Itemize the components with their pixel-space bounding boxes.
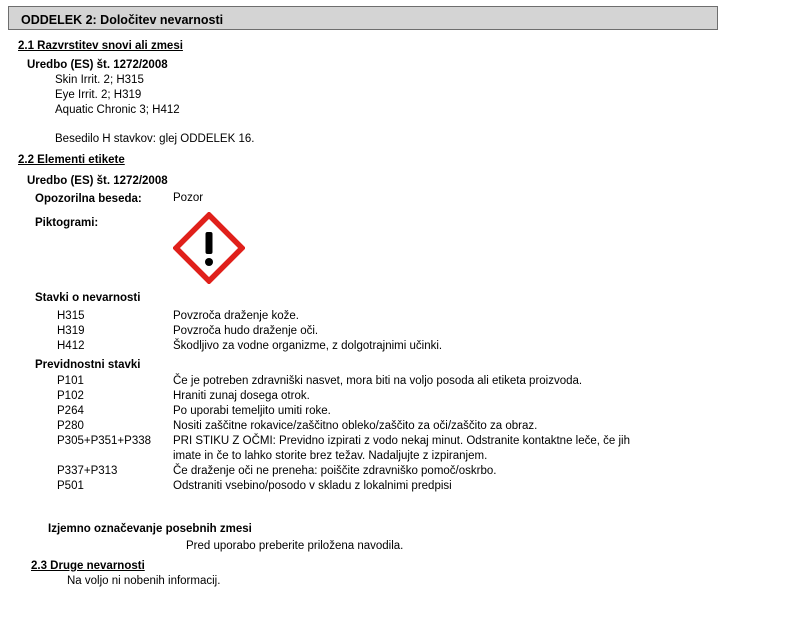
statement-code: P101 bbox=[57, 375, 84, 387]
statement-text: Povzroča hudo draženje oči. bbox=[173, 325, 319, 337]
statement-text: PRI STIKU Z OČMI: Previdno izpirati z vodo nekaj minut. Odstranite kontaktne leče, če jih bbox=[173, 435, 630, 447]
special-labelling-text: Pred uporabo preberite priložena navodila. bbox=[186, 540, 404, 552]
subsection-heading-2-3: 2.3 Druge nevarnosti bbox=[31, 560, 145, 572]
statement-text: Odstraniti vsebino/posodo v skladu z lokalnimi predpisi bbox=[173, 480, 452, 492]
statement-text: Če je potreben zdravniški nasvet, mora biti na voljo posoda ali etiketa proizvoda. bbox=[173, 375, 583, 387]
signal-word-value: Pozor bbox=[173, 192, 204, 204]
exclamation-mark-hazard-icon bbox=[173, 212, 245, 284]
pictograms-label: Piktogrami: bbox=[35, 217, 99, 229]
h-text-note: Besedilo H stavkov: glej ODDELEK 16. bbox=[55, 133, 255, 145]
statement-code: H315 bbox=[57, 310, 85, 322]
statement-code: P280 bbox=[57, 420, 84, 432]
section-header bbox=[8, 6, 718, 30]
statement-code: P264 bbox=[57, 405, 84, 417]
subsection-heading-2-1: 2.1 Razvrstitev snovi ali zmesi bbox=[18, 40, 183, 52]
regulation-label: Uredbo (ES) št. 1272/2008 bbox=[27, 175, 168, 187]
signal-word-label: Opozorilna beseda: bbox=[35, 193, 142, 205]
special-labelling-heading: Izjemno označevanje posebnih zmesi bbox=[48, 523, 252, 535]
statement-text: Po uporabi temeljito umiti roke. bbox=[173, 405, 331, 417]
statement-text: Če draženje oči ne preneha: poiščite zdravniško pomoč/oskrbo. bbox=[173, 465, 497, 477]
statement-code: P305+P351+P338 bbox=[57, 435, 152, 447]
classification-item: Eye Irrit. 2; H319 bbox=[55, 89, 142, 101]
hazard-statements-heading: Stavki o nevarnosti bbox=[35, 292, 141, 304]
classification-item: Aquatic Chronic 3; H412 bbox=[55, 104, 180, 116]
statement-code: P337+P313 bbox=[57, 465, 118, 477]
statement-text: Hraniti zunaj dosega otrok. bbox=[173, 390, 310, 402]
regulation-label: Uredbo (ES) št. 1272/2008 bbox=[27, 59, 168, 71]
statement-text: Nositi zaščitne rokavice/zaščitno obleko/zaščito za oči/zaščito za obraz. bbox=[173, 420, 538, 432]
subsection-heading-2-2: 2.2 Elementi etikete bbox=[18, 154, 125, 166]
statement-code: P501 bbox=[57, 480, 84, 492]
other-hazards-text: Na voljo ni nobenih informacij. bbox=[67, 575, 221, 587]
statement-text: Škodljivo za vodne organizme, z dolgotrajnimi učinki. bbox=[173, 340, 443, 352]
section-title: ODDELEK 2: Določitev nevarnosti bbox=[21, 13, 224, 27]
statement-text-continued: imate in če to lahko storite brez težav. Nadaljujte z izpiranjem. bbox=[173, 450, 488, 462]
statement-code: H412 bbox=[57, 340, 85, 352]
precautionary-statements-heading: Previdnostni stavki bbox=[35, 359, 141, 371]
classification-item: Skin Irrit. 2; H315 bbox=[55, 74, 144, 86]
statement-code: P102 bbox=[57, 390, 84, 402]
statement-code: H319 bbox=[57, 325, 85, 337]
statement-text: Povzroča draženje kože. bbox=[173, 310, 299, 322]
